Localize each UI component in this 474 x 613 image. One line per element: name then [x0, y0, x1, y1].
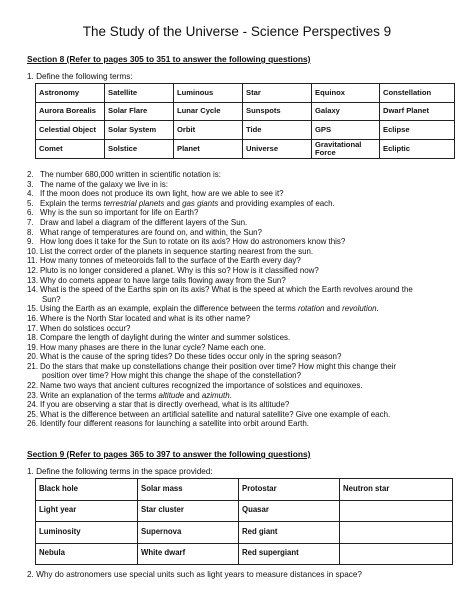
question-number: 11.: [27, 256, 38, 266]
question-text: The name of the galaxy we live in is:: [40, 179, 168, 189]
question-item: [27, 189, 467, 199]
term-cell: Ecliptic: [380, 140, 455, 159]
question-term: altitude: [158, 390, 185, 400]
question-number: 18.: [27, 333, 39, 343]
term-cell: Planet: [174, 140, 243, 159]
question-text: and: [324, 304, 343, 314]
question-item: [27, 391, 467, 401]
question-item: [27, 170, 467, 180]
empty-cell: [340, 522, 453, 544]
question-text: .: [376, 304, 379, 314]
term-cell: Solar Flare: [105, 102, 174, 121]
term-cell: Comet: [36, 140, 105, 159]
section-9-question-2: 2. Why do astronomers use special units such as light years to measure distances in space?: [27, 570, 362, 579]
term-cell: White dwarf: [138, 543, 239, 565]
question-number: 7.: [27, 217, 34, 227]
empty-cell: [340, 543, 453, 565]
table-row: [36, 522, 453, 544]
question-item: [27, 276, 467, 286]
term-cell: Dwarf Planet: [380, 102, 455, 121]
question-number: 14.: [27, 285, 39, 295]
question-number: 3.: [27, 179, 34, 189]
question-text: Identify four different reasons for launching a satellite into orbit around Earth.: [40, 419, 310, 429]
question-item: [27, 410, 467, 420]
question-term: azimuth: [201, 390, 230, 400]
term-cell: Solar mass: [138, 479, 239, 501]
question-text: Draw and label a diagram of the different layers of the Sun.: [40, 217, 248, 227]
question-text: Explain the terms: [40, 198, 104, 208]
term-cell: Black hole: [36, 479, 138, 501]
term-cell: Lunar Cycle: [174, 102, 243, 121]
question-text: Name two ways that ancient cultures recognized the importance of solstices and equinoxes.: [40, 381, 363, 391]
question-item: [27, 419, 467, 429]
question-item: [27, 381, 467, 391]
question-text: If the moon does not produce its own light, how are we able to see it?: [40, 189, 284, 199]
term-cell: Quasar: [239, 500, 340, 522]
term-cell: Equinox: [312, 84, 380, 103]
question-text: and: [184, 390, 202, 400]
section-8-heading: Section 8 (Refer to pages 305 to 351 to answer the following questions): [27, 54, 311, 64]
term-cell: Solstice: [105, 140, 174, 159]
question-item: [27, 304, 467, 314]
term-cell: Protostar: [239, 479, 340, 501]
question-number: 9.: [27, 237, 34, 247]
empty-cell: [340, 500, 453, 522]
question-item: [27, 314, 467, 324]
question-text: Using the Earth as an example, explain the difference between the terms: [40, 304, 298, 314]
question-number: 20.: [27, 352, 39, 362]
term-cell: Aurora Borealis: [36, 102, 105, 121]
question-item: [27, 324, 467, 334]
question-number: 17.: [27, 323, 39, 333]
question-number: 12.: [27, 265, 39, 275]
question-number: 4.: [27, 189, 34, 199]
term-cell: Nebula: [36, 543, 138, 565]
term-cell: Galaxy: [312, 102, 380, 121]
question-text: How many tonnes of meteoroids fall to the surface of the Earth every day?: [40, 256, 301, 266]
question-text: What is the speed of the Earths spin on its axis? What is the speed at which the Earth revolves around the: [40, 285, 413, 295]
question-text: What is the cause of the spring tides? Do these tides occur only in the spring season?: [40, 352, 342, 362]
question-number: 15.: [27, 304, 39, 314]
term-cell: Eclipse: [380, 121, 455, 140]
question-item: [27, 352, 467, 362]
question-continuation: Sun?: [42, 294, 61, 304]
section-9-heading: Section 9 (Refer to pages 365 to 397 to answer the following questions): [27, 449, 311, 459]
term-cell: Gravitational Force: [312, 140, 380, 159]
table-row: [36, 500, 453, 522]
question-number: 5.: [27, 198, 34, 208]
term-cell: Star cluster: [138, 500, 239, 522]
question-number: 10.: [27, 246, 39, 256]
question-item: [27, 199, 467, 209]
question-item: [27, 218, 467, 228]
term-cell: GPS: [312, 121, 380, 140]
question-number: 24.: [27, 400, 39, 410]
question-term: rotation: [297, 304, 325, 314]
section-8-intro: 1. Define the following terms:: [27, 72, 133, 81]
question-term: revolution: [342, 304, 377, 314]
question-text: Do the stars that make up constellations change their position over time? How might this change their: [40, 361, 397, 371]
question-item: [27, 247, 467, 257]
question-item: [27, 343, 467, 353]
question-item: [27, 208, 467, 218]
question-text: and providing examples of each.: [218, 198, 335, 208]
question-number: 21.: [27, 361, 39, 371]
table-row: [36, 140, 455, 159]
question-number: 23.: [27, 390, 39, 400]
question-text: If you are observing a star that is directly overhead, what is its altitude?: [40, 400, 290, 410]
question-continuation: position over time? How might this change the shape of the constellation?: [42, 371, 302, 381]
question-number: 16.: [27, 313, 39, 323]
question-text: Why is the sun so important for life on Earth?: [40, 208, 199, 218]
term-cell: Celestial Object: [36, 121, 105, 140]
question-text: .: [229, 390, 232, 400]
term-cell: Satellite: [105, 84, 174, 103]
term-cell: Red supergiant: [239, 543, 340, 565]
term-cell: Tide: [243, 121, 312, 140]
section-8-terms-table: [35, 83, 455, 159]
table-row: [36, 479, 453, 501]
question-text: Pluto is no longer considered a planet. Why is this so? How is it classified now?: [40, 265, 319, 275]
term-cell: Star: [243, 84, 312, 103]
term-cell: Constellation: [380, 84, 455, 103]
term-cell: Orbit: [174, 121, 243, 140]
question-text: Compare the length of daylight during the winter and summer solstices.: [40, 333, 291, 343]
question-text: Where is the North Star located and what is its other name?: [40, 313, 251, 323]
question-number: 25.: [27, 409, 39, 419]
question-item: [27, 285, 467, 295]
table-row: [36, 543, 453, 565]
question-number: 6.: [27, 208, 34, 218]
table-row: [36, 84, 455, 103]
term-cell: Sunspots: [243, 102, 312, 121]
term-cell: Light year: [36, 500, 138, 522]
term-cell: Red giant: [239, 522, 340, 544]
term-cell: Universe: [243, 140, 312, 159]
term-cell: Luminous: [174, 84, 243, 103]
question-text: Write an explanation of the terms: [40, 390, 159, 400]
question-number: 26.: [27, 419, 39, 429]
question-text: When do solstices occur?: [40, 323, 131, 333]
question-text: List the correct order of the planets in sequence starting nearest from the sun.: [40, 246, 314, 256]
section-9-intro: 1. Define the following terms in the space provided:: [27, 467, 213, 476]
question-number: 8.: [27, 227, 34, 237]
section-9-terms-table: [35, 478, 453, 565]
term-cell: Astronomy: [36, 84, 105, 103]
question-text: and: [164, 198, 183, 208]
term-cell: Luminosity: [36, 522, 138, 544]
question-number: 13.: [27, 275, 39, 285]
question-number: 2.: [27, 170, 34, 179]
term-cell: Supernova: [138, 522, 239, 544]
question-item: [27, 362, 467, 372]
question-item: [27, 180, 467, 190]
question-item: [27, 333, 467, 343]
question-text: Why do comets appear to have large tails flowing away from the Sun?: [40, 275, 286, 285]
question-text: The number 680,000 written in scientific notation is:: [40, 170, 221, 179]
question-term: terrestrial planets: [103, 198, 165, 208]
question-item: [27, 400, 467, 410]
term-cell: Neutron star: [340, 479, 453, 501]
question-text: How many phases are there in the lunar cycle? Name each one.: [40, 342, 266, 352]
table-row: [36, 121, 455, 140]
section-8-question-list: [27, 170, 467, 429]
question-item: [27, 266, 467, 276]
question-number: 22.: [27, 381, 39, 391]
question-text: How long does it take for the Sun to rotate on its axis? How do astronomers know this?: [40, 237, 346, 247]
question-number: 19.: [27, 342, 39, 352]
term-cell: Solar System: [105, 121, 174, 140]
question-text: What range of temperatures are found on, and within, the Sun?: [40, 227, 262, 237]
question-item: [27, 237, 467, 247]
table-row: [36, 102, 455, 121]
page-title: The Study of the Universe - Science Perspectives 9: [82, 24, 392, 39]
question-item: [27, 256, 467, 266]
question-text: What is the difference between an artificial satellite and natural satellite? Give one example of each.: [40, 409, 391, 419]
question-term: gas giants: [182, 198, 219, 208]
question-item: [27, 228, 467, 238]
